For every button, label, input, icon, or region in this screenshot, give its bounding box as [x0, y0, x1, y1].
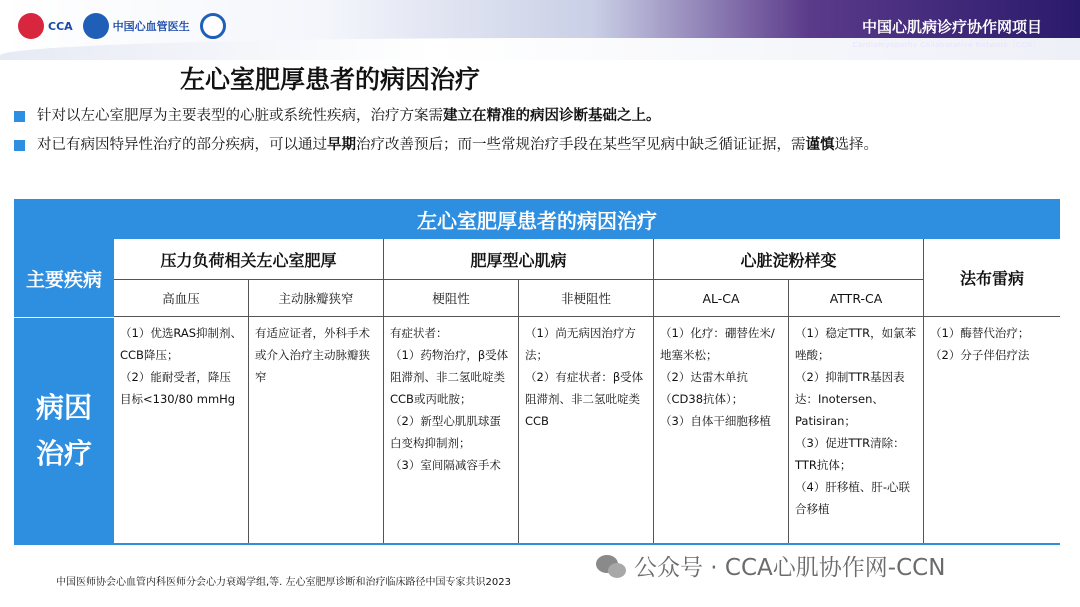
logo-cardio-doctor — [83, 12, 190, 40]
cell-al — [654, 317, 789, 544]
group-amyloid: 心脏淀粉样变 — [654, 239, 924, 280]
cell-attr — [789, 317, 924, 544]
logo-cardio-text: 中国心血管医生 — [112, 20, 190, 33]
logo-group — [18, 12, 226, 40]
cell-fabry-line: （1）酶替代治疗； — [930, 326, 1030, 340]
row-label-disease: 主要疾病 — [14, 239, 114, 317]
cell-attr-line: （2）抑制TTR基因表达：Inotersen、Patisiran； — [795, 370, 905, 428]
group-hcm: 肥厚型心肌病 — [384, 239, 654, 280]
brand-subtitle: Cardiomyopathy Collaborative Network（CCN） — [852, 41, 1040, 49]
bullet-list — [14, 106, 1076, 164]
sub-nohcm: 非梗阻性 — [519, 280, 654, 317]
cell-nohcm — [519, 317, 654, 544]
bullet2-bold-b: 谨慎 — [805, 137, 835, 153]
logo-cca-text: CCA — [48, 19, 73, 33]
bullet-square-icon — [14, 140, 25, 151]
cell-attr-line: （4）肝移植、肝-心联合移植 — [795, 480, 910, 516]
cell-ohcm-line: 有症状者： — [390, 326, 448, 340]
page-title: 左心室肥厚患者的病因治疗 — [180, 65, 481, 94]
row-label-treatment-text: 病因治疗 — [35, 391, 92, 470]
logo-cca — [18, 12, 73, 40]
association-seal-icon — [200, 13, 226, 39]
cell-htn — [114, 317, 249, 544]
cca-logo-icon — [18, 13, 44, 39]
source-citation: 中国医师协会心血管内科医师分会心力衰竭学组,等. 左心室肥厚诊断和治疗临床路径中国专家共识2023 — [56, 577, 511, 588]
sub-al: AL-CA — [654, 280, 789, 317]
bullet2-text-a: 对已有病因特异性治疗的部分疾病，可以通过 — [37, 137, 327, 153]
table-bottom-rule — [14, 543, 1060, 545]
bullet2-text-b: 治疗改善预后；而一些常规治疗手段在某些罕见病中缺乏循证证据，需 — [356, 137, 806, 153]
cell-ohcm-line: （2）新型心肌肌球蛋白变构抑制剂； — [390, 414, 501, 450]
bullet-item-1 — [14, 106, 1076, 126]
cell-as-line: 有适应证者，外科手术或介入治疗主动脉瓣狭窄 — [255, 326, 370, 384]
bullet-text-2 — [37, 135, 878, 155]
group-fabry: 法布雷病 — [924, 239, 1060, 317]
sub-ohcm: 梗阻性 — [384, 280, 519, 317]
cell-nohcm-line: （2）有症状者：β受体阻滞剂、非二氢吡啶类CCB — [525, 370, 644, 428]
treatment-table — [14, 199, 1060, 544]
sub-as: 主动脉瓣狭窄 — [249, 280, 384, 317]
group-pressure: 压力负荷相关左心室肥厚 — [114, 239, 384, 280]
watermark-text: 公众号 · CCA心肌协作网-CCN — [634, 555, 946, 581]
cell-ohcm-line: （1）药物治疗，β受体阻滞剂、非二氢吡啶类CCB或丙吡胺； — [390, 348, 509, 406]
cardio-logo-icon — [83, 13, 109, 39]
sub-attr: ATTR-CA — [789, 280, 924, 317]
cell-attr-line: （3）促进TTR清除：TTR抗体； — [795, 436, 905, 472]
bullet-item-2 — [14, 135, 1076, 155]
cell-al-line: （3）自体干细胞移植 — [660, 414, 771, 428]
brand-title: 中国心肌病诊疗协作网项目 — [861, 18, 1042, 36]
cell-as — [249, 317, 384, 544]
table-title: 左心室肥厚患者的病因治疗 — [14, 199, 1060, 239]
cell-fabry-line: （2）分子伴侣疗法 — [930, 348, 1030, 362]
wechat-watermark — [594, 549, 945, 582]
row-label-treatment — [14, 317, 114, 544]
cell-al-line: （2）达雷木单抗（CD38抗体）； — [660, 370, 748, 406]
sub-htn: 高血压 — [114, 280, 249, 317]
bullet1-text: 针对以左心室肥厚为主要表型的心脏或系统性疾病，治疗方案需 — [37, 108, 443, 124]
wechat-icon — [594, 551, 628, 581]
logo-association — [200, 12, 226, 40]
cell-htn-line: （1）优选RAS抑制剂、CCB降压； — [120, 326, 243, 362]
cell-fabry — [924, 317, 1060, 544]
cell-ohcm-line: （3）室间隔减容手术 — [390, 458, 501, 472]
bullet-text-1 — [37, 106, 661, 126]
cell-al-line: （1）化疗：硼替佐米/地塞米松； — [660, 326, 775, 362]
cell-nohcm-line: （1）尚无病因治疗方法； — [525, 326, 636, 362]
cell-attr-line: （1）稳定TTR，如氯苯唑酸； — [795, 326, 917, 362]
bullet-square-icon — [14, 111, 25, 122]
bullet2-bold-a: 早期 — [327, 137, 356, 153]
bullet2-text-c: 选择。 — [834, 137, 878, 153]
cell-ohcm — [384, 317, 519, 544]
bullet1-bold: 建立在精准的病因诊断基础之上。 — [443, 108, 661, 124]
cell-htn-line: （2）能耐受者，降压目标<130/80 mmHg — [120, 370, 236, 406]
